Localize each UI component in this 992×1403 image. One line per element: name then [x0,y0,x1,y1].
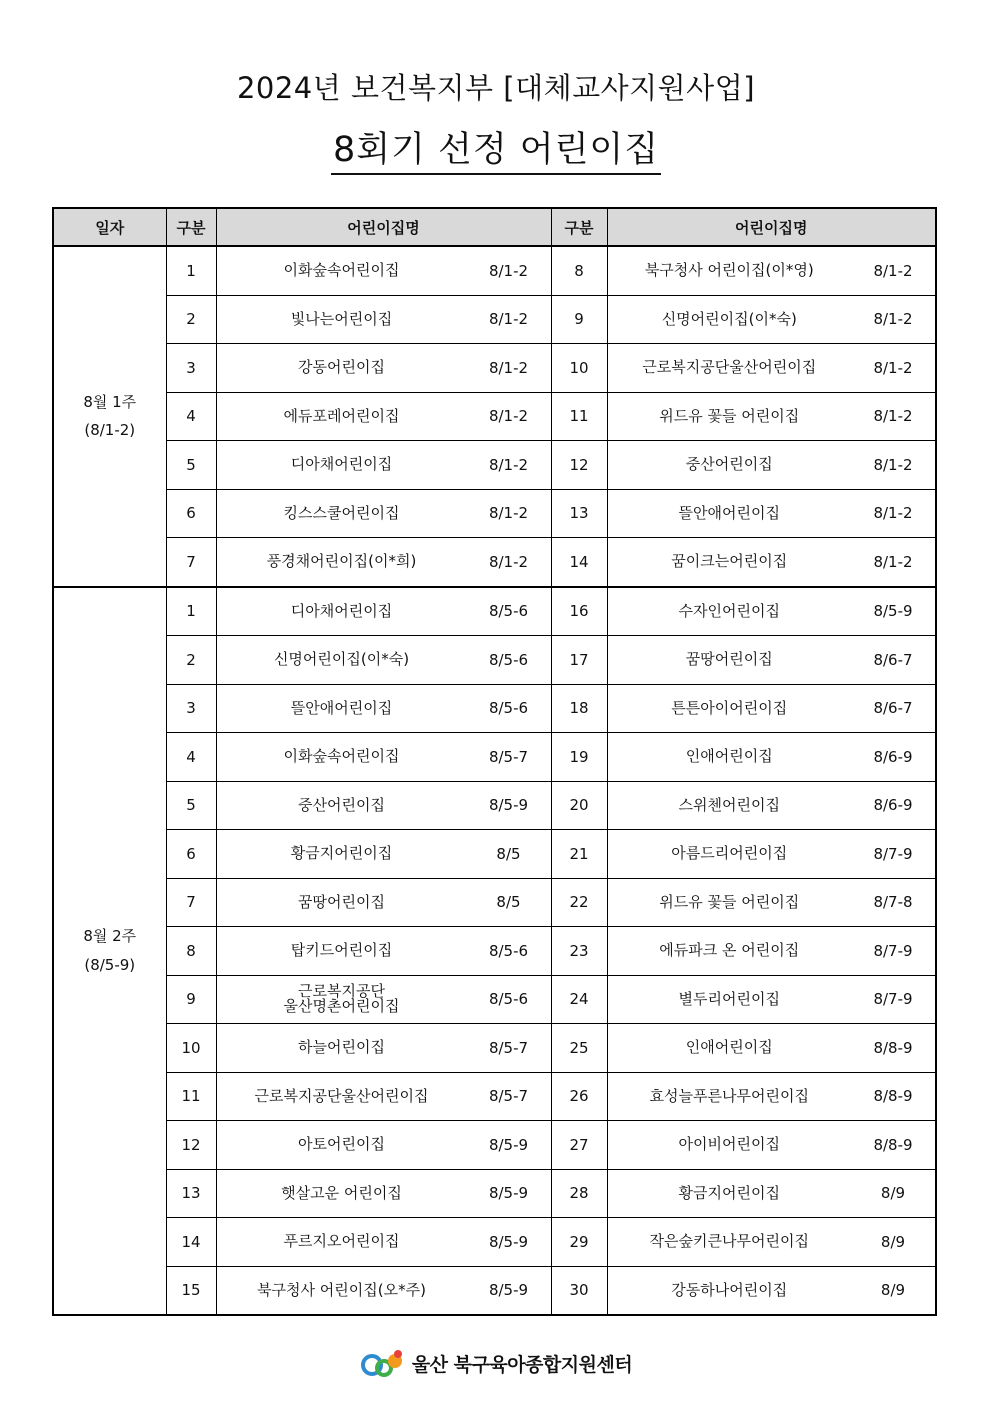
support-dates: 8/6-7 [873,699,913,718]
support-dates: 8/1-2 [488,552,529,571]
row-number: 11 [551,392,607,441]
daycare-name: 튼튼아이어린이집 [671,698,788,717]
row-number: 9 [166,975,216,1024]
row-number: 8 [166,927,216,976]
footer-org-name: 울산 북구육아종합지원센터 [411,1353,633,1376]
daycare-name: 뜰안애어린이집 [290,698,393,717]
row-number: 20 [551,781,607,830]
row-number: 18 [551,684,607,733]
support-dates: 8/1-2 [488,504,529,523]
daycare-name: 신명어린이집(이*숙) [661,309,797,328]
support-dates: 8/7-9 [873,844,913,863]
daycare-name: 황금지어린이집 [678,1183,780,1202]
table-row [53,1169,936,1218]
support-dates: 8/1-2 [488,310,529,329]
col-header-name-2: 어린이집명 [607,208,936,246]
col-header-no-2: 구분 [551,208,607,246]
daycare-name: 근로복지공단 [298,982,385,1001]
week-label: 8월 2주 [83,927,137,946]
row-number: 16 [551,587,607,636]
daycare-name: 별두리어린이집 [678,989,780,1008]
daycare-name: 꿈땅어린이집 [685,650,773,669]
daycare-name: 킹스스쿨어린이집 [283,503,400,522]
week-label-cell [53,246,166,587]
week-range: (8/1-2) [84,421,136,440]
daycare-name: 강동하나어린이집 [671,1280,788,1299]
row-number: 10 [551,344,607,393]
table-row [53,878,936,927]
row-number: 29 [551,1218,607,1267]
daycare-name: 이화숲속어린이집 [283,747,400,766]
center-logo-icon [360,1348,406,1378]
support-dates: 8/5-7 [488,1087,529,1106]
daycare-name-line2: 울산명촌어린이집 [283,997,400,1016]
daycare-name: 꿈이크는어린이집 [671,552,788,571]
col-header-no: 구분 [166,208,216,246]
daycare-name: 북구청사 어린이집(오*주) [257,1280,426,1299]
schedule-table [52,207,937,1316]
row-number: 12 [166,1121,216,1170]
support-dates: 8/5 [496,893,521,912]
daycare-name: 중산어린이집 [298,795,385,814]
daycare-name: 에듀파크 온 어린이집 [659,941,800,960]
table-row [53,538,936,587]
daycare-name: 풍경채어린이집(이*희) [266,552,417,571]
row-number: 14 [551,538,607,587]
row-number: 7 [166,878,216,927]
row-number: 6 [166,489,216,538]
support-dates: 8/5-7 [488,747,529,766]
table-row [53,781,936,830]
row-number: 4 [166,733,216,782]
daycare-name: 하늘어린이집 [298,1038,385,1057]
daycare-name: 작은숲키큰나무어린이집 [649,1232,809,1251]
row-number: 23 [551,927,607,976]
daycare-name: 빛나는어린이집 [290,309,393,328]
table-row [53,392,936,441]
row-number: 14 [166,1218,216,1267]
row-number: 10 [166,1024,216,1073]
daycare-name: 아이비어린이집 [678,1135,780,1154]
row-number: 5 [166,441,216,490]
row-number: 5 [166,781,216,830]
row-number: 13 [166,1169,216,1218]
table-row [53,441,936,490]
support-dates: 8/8-9 [873,1087,913,1106]
row-number: 3 [166,344,216,393]
row-number: 1 [166,246,216,295]
table-row [53,1072,936,1121]
support-dates: 8/5-6 [488,990,529,1009]
support-dates: 8/1-2 [873,358,913,377]
week-label: 8월 1주 [83,392,137,411]
table-row [53,1121,936,1170]
row-number: 26 [551,1072,607,1121]
daycare-name: 위드유 꽃들 어린이집 [659,892,800,911]
row-number: 22 [551,878,607,927]
row-number: 24 [551,975,607,1024]
daycare-name: 탑키드어린이집 [290,941,393,960]
row-number: 8 [551,246,607,295]
daycare-name: 푸르지오어린이집 [283,1232,400,1251]
support-dates: 8/1-2 [873,407,913,426]
daycare-name: 햇살고운 어린이집 [281,1183,402,1202]
support-dates: 8/1-2 [488,455,529,474]
row-number: 4 [166,392,216,441]
daycare-name: 근로복지공단울산어린이집 [254,1086,429,1105]
daycare-name: 중산어린이집 [685,455,773,474]
row-number: 6 [166,830,216,879]
support-dates: 8/9 [880,1281,906,1300]
support-dates: 8/9 [880,1184,906,1203]
row-number: 28 [551,1169,607,1218]
row-number: 21 [551,830,607,879]
row-number: 1 [166,587,216,636]
row-number: 25 [551,1024,607,1073]
daycare-name: 인애어린이집 [685,1038,773,1057]
support-dates: 8/6-9 [873,796,913,815]
support-dates: 8/5-9 [873,602,913,621]
daycare-name: 효성늘푸른나무어린이집 [649,1086,809,1105]
row-number: 13 [551,489,607,538]
daycare-name: 황금지어린이집 [290,844,393,863]
support-dates: 8/1-2 [873,310,913,329]
support-dates: 8/1-2 [488,358,529,377]
document-title: 2024년 보건복지부 [대체교사지원사업] [236,71,756,105]
table-row [53,344,936,393]
support-dates: 8/1-2 [873,504,913,523]
table-header-row [53,208,936,246]
table-row [53,975,936,1024]
support-dates: 8/8-9 [873,1038,913,1057]
daycare-name: 아토어린이집 [298,1135,385,1154]
daycare-name: 근로복지공단울산어린이집 [642,358,817,377]
support-dates: 8/1-2 [488,407,529,426]
support-dates: 8/5-7 [488,1038,529,1057]
footer [0,1346,992,1380]
support-dates: 8/6-7 [873,650,913,669]
row-number: 2 [166,636,216,685]
support-dates: 8/5-9 [488,1184,529,1203]
support-dates: 8/8-9 [873,1135,913,1154]
support-dates: 8/7-9 [873,941,913,960]
row-number: 11 [166,1072,216,1121]
daycare-name: 북구청사 어린이집(이*영) [644,261,814,280]
daycare-name: 수자인어린이집 [678,601,780,620]
daycare-name: 이화숲속어린이집 [283,261,400,280]
support-dates: 8/7-9 [873,990,913,1009]
table-row [53,1266,936,1315]
daycare-name: 뜰안애어린이집 [678,503,780,522]
support-dates: 8/7-8 [873,893,913,912]
support-dates: 8/5-6 [488,941,529,960]
support-dates: 8/5-9 [488,796,529,815]
table-row [53,733,936,782]
support-dates: 8/1-2 [873,552,913,571]
row-number: 9 [551,295,607,344]
support-dates: 8/6-9 [873,747,913,766]
table-row [53,1024,936,1073]
daycare-name: 디아채어린이집 [290,601,393,620]
daycare-name: 에듀포레어린이집 [283,406,400,425]
row-number: 27 [551,1121,607,1170]
table-row [53,830,936,879]
col-header-date: 일자 [53,208,166,246]
support-dates: 8/5-9 [488,1281,529,1300]
col-header-name: 어린이집명 [216,208,551,246]
row-number: 2 [166,295,216,344]
support-dates: 8/5-6 [488,650,529,669]
row-number: 17 [551,636,607,685]
table-row [53,246,936,295]
support-dates: 8/5-6 [488,699,529,718]
support-dates: 8/5-9 [488,1232,529,1251]
table-row [53,587,936,636]
daycare-name: 스위첸어린이집 [678,795,780,814]
daycare-name: 아름드리어린이집 [671,844,788,863]
table-row [53,927,936,976]
week-label-cell [53,587,166,1316]
daycare-name: 위드유 꽃들 어린이집 [659,406,800,425]
daycare-name: 강동어린이집 [298,358,385,377]
week-range: (8/5-9) [84,955,136,974]
support-dates: 8/1-2 [873,455,913,474]
daycare-name: 인애어린이집 [685,747,773,766]
table-row [53,1218,936,1267]
row-number: 15 [166,1266,216,1315]
daycare-name: 신명어린이집(이*숙) [273,650,410,669]
support-dates: 8/1-2 [488,261,529,280]
row-number: 30 [551,1266,607,1315]
row-number: 3 [166,684,216,733]
support-dates: 8/5-6 [488,602,529,621]
daycare-name: 디아채어린이집 [290,455,393,474]
table-row [53,489,936,538]
row-number: 19 [551,733,607,782]
row-number: 7 [166,538,216,587]
daycare-name: 꿈땅어린이집 [298,892,385,911]
table-row [53,636,936,685]
support-dates: 8/5-9 [488,1135,529,1154]
support-dates: 8/1-2 [873,261,913,280]
document-subtitle: 8회기 선정 어린이집 [331,130,661,175]
table-row [53,295,936,344]
support-dates: 8/9 [880,1232,906,1251]
support-dates: 8/5 [496,844,521,863]
row-number: 12 [551,441,607,490]
table-row [53,684,936,733]
